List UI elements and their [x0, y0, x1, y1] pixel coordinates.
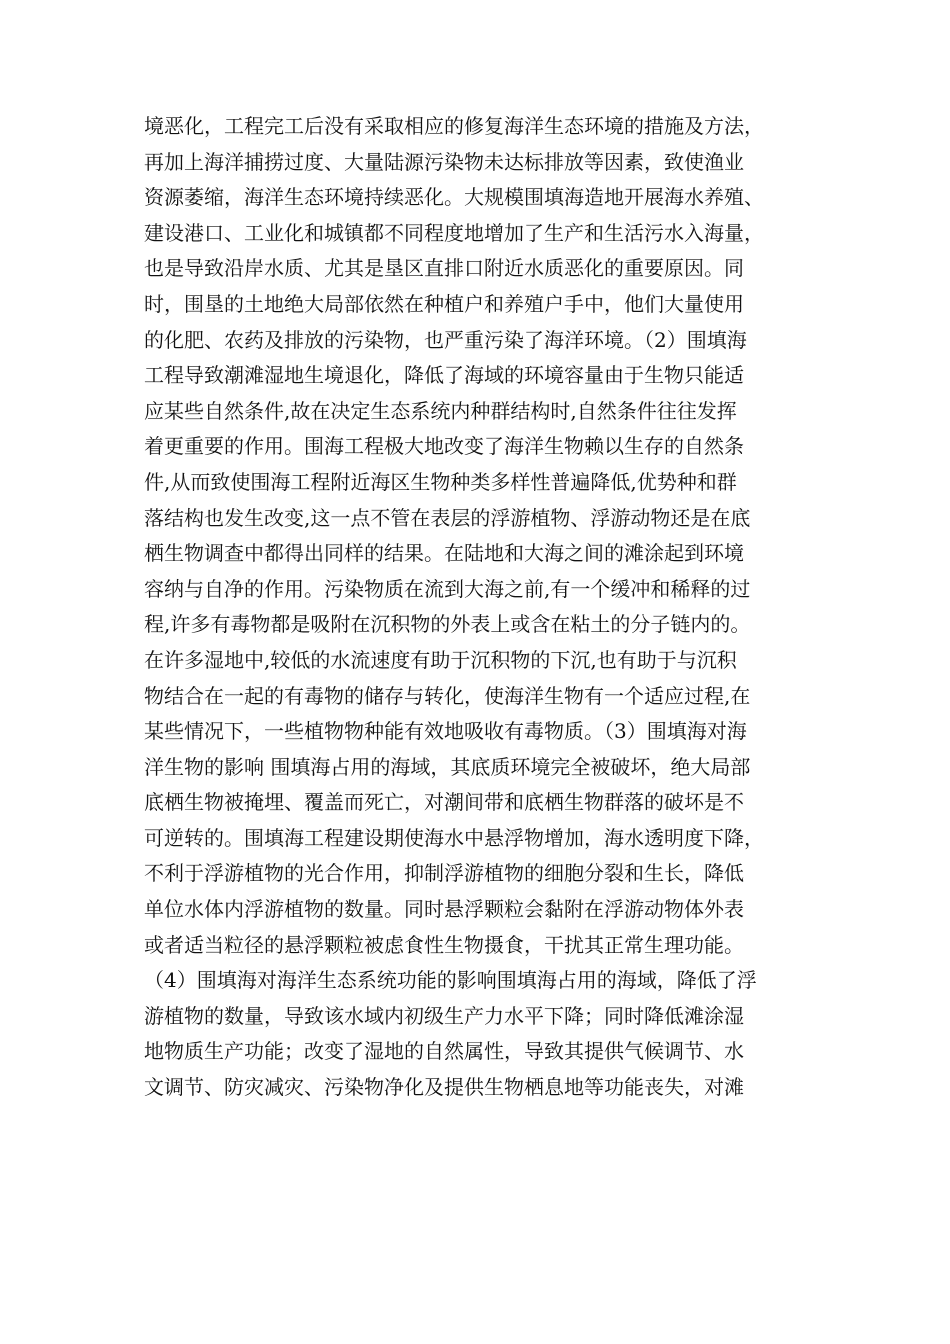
text-line: （4）围填海对海洋生态系统功能的影响围填海占用的海域，降低了浮 [144, 968, 757, 993]
text-line: 应某些自然条件,故在决定生态系统内种群结构时,自然条件往往发挥 [144, 398, 737, 423]
text-line: 着更重要的作用。围海工程极大地改变了海洋生物赖以生存的自然条 [144, 434, 744, 459]
text-line: 再加上海洋捕捞过度、大量陆源污染物未达标排放等因素，致使渔业 [144, 149, 744, 174]
text-line: 或者适当粒径的悬浮颗粒被虑食性生物摄食，干扰其正常生理功能。 [144, 932, 744, 957]
text-line: 可逆转的。围填海工程建设期使海水中悬浮物增加，海水透明度下降， [144, 825, 764, 850]
text-line: 的化肥、农药及排放的污染物，也严重污染了海洋环境。（2）围填海 [144, 327, 747, 352]
text-line: 不利于浮游植物的光合作用，抑制浮游植物的细胞分裂和生长，降低 [144, 861, 744, 886]
text-line: 洋生物的影响 围填海占用的海域，其底质环境完全被破坏，绝大局部 [144, 754, 751, 779]
text-line: 某些情况下，一些植物物种能有效地吸收有毒物质。（3）围填海对海 [144, 719, 747, 744]
text-line: 时，围垦的土地绝大局部依然在种植户和养殖户手中，他们大量使用 [144, 291, 744, 316]
text-line: 容纳与自净的作用。污染物质在流到大海之前,有一个缓冲和稀释的过 [144, 576, 751, 601]
text-line: 物结合在一起的有毒物的储存与转化，使海洋生物有一个适应过程,在 [144, 683, 751, 708]
body-text [144, 109, 814, 1106]
text-line: 资源萎缩，海洋生态环境持续恶化。大规模围填海造地开展海水养殖、 [144, 185, 764, 210]
text-line: 件,从而致使围海工程附近海区生物种类多样性普遍降低,优势种和群 [144, 469, 737, 494]
text-line: 文调节、防灾减灾、污染物净化及提供生物栖息地等功能丧失，对滩 [144, 1075, 744, 1100]
text-line: 工程导致潮滩湿地生境退化，降低了海域的环境容量由于生物只能适 [144, 363, 744, 388]
text-line: 程,许多有毒物都是吸附在沉积物的外表上或含在粘土的分子链内的。 [144, 612, 751, 637]
text-line: 建设港口、工业化和城镇都不同程度地增加了生产和生活污水入海量， [144, 220, 764, 245]
text-line: 地物质生产功能；改变了湿地的自然属性，导致其提供气候调节、水 [144, 1039, 744, 1064]
text-line: 栖生物调查中都得出同样的结果。在陆地和大海之间的滩涂起到环境 [144, 541, 744, 566]
text-line: 单位水体内浮游植物的数量。同时悬浮颗粒会黏附在浮游动物体外表 [144, 897, 744, 922]
text-line: 底栖生物被掩埋、覆盖而死亡，对潮间带和底栖生物群落的破坏是不 [144, 790, 744, 815]
text-line: 境恶化，工程完工后没有采取相应的修复海洋生态环境的措施及方法， [144, 114, 764, 138]
text-line: 游植物的数量，导致该水域内初级生产力水平下降；同时降低滩涂湿 [144, 1003, 744, 1028]
text-line: 落结构也发生改变,这一点不管在表层的浮游植物、浮游动物还是在底 [144, 505, 751, 530]
text-line: 也是导致沿岸水质、尤其是垦区直排口附近水质恶化的重要原因。同 [144, 256, 744, 281]
text-line: 在许多湿地中,较低的水流速度有助于沉积物的下沉,也有助于与沉积 [144, 647, 737, 672]
